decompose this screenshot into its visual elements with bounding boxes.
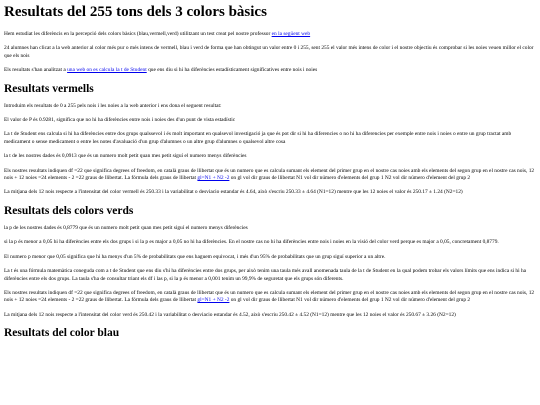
test-web-link[interactable]: en la següent web bbox=[271, 31, 311, 37]
page-title: Resultats del 255 tons dels 3 colors bàsics bbox=[4, 4, 267, 20]
red-paragraph-6: La mitjana dels 12 nois respecte a l'intensitat del color vermell és 250.33 i la variabilitat o desviacio estandar és 4.64, això s'escriu 250.33 ± 4.64 (N1=12) mentre que les 12 noies el valor és 250.17 ± 1.24 (N2=12) bbox=[4, 189, 463, 196]
red-paragraph-5 bbox=[4, 168, 536, 183]
red-df-text: Els nostres resultats indiquen df =22 que significa degrees of freedom, en català graus de llibertat que és un numero que es calcula sumant els element del primer grup en el nostre cas noies amb els elements del segon grup en el nostre cas nois, 12 nois + 12 noies =24 elements - 2 =22 graus de llibertat. La fórmula dels graus de llibertat bbox=[4, 167, 535, 182]
analysis-paragraph bbox=[4, 67, 536, 74]
green-df-text-end: on gl vol dir graus de llibertat N1 vol dir número d'elements del grup 1 N2 vol dir número d'element del grup 2 bbox=[229, 297, 471, 304]
red-results-heading: Resultats vermells bbox=[4, 82, 94, 95]
red-formula-link[interactable]: gl=N1 + N2 -2 bbox=[197, 175, 230, 182]
green-paragraph-5 bbox=[4, 290, 536, 305]
intro-paragraph bbox=[4, 31, 536, 38]
red-paragraph-1: Introduim els resultats de 0 a 255 pels nois i les noies a la web anterior i ens dona el seguent resultat: bbox=[4, 102, 222, 109]
green-paragraph-2: si la p és menor a 0,05 hi ha diferències entre els dos grups i si la p es major a 0,05 no hi ha diferències. En el nostre cas no hi ha diferències entre nois i noies en la visió del color verd perque es major a 0,05, concretament 0,8779. bbox=[4, 239, 499, 246]
green-df-text: Els nostres resultats indiquen df =22 que significa degrees of freedom, en català graus de llibertat que és un numero que es calcula sumant els element del primer grup en el nostre cas noies amb els elements del segon grup en el nostre cas nois, 12 nois + 12 noies =24 elements - 2 =22 graus de llibertat. La fórmula dels graus de llibertat bbox=[4, 289, 535, 304]
blue-results-heading: Resultats del color blau bbox=[4, 327, 120, 340]
green-paragraph-6: La mitjana dels 12 nois respecte a l'intensitat del color verd és 250.42 i la variabilitat o desviacio estandar és 4.52, això s'escriu 250.42 ± 4.52 (N1=12) mentre que les 12 noies el valor és 250.67 ± 3.26 (N2=12) bbox=[4, 311, 456, 318]
green-paragraph-1: la p de les nostres dades és 0,8779 que és un numero molt petit quan mes petit siguí el numero menys diferències bbox=[4, 224, 248, 231]
student-t-web-link[interactable]: una web on es calcula la t de Student bbox=[67, 67, 147, 74]
green-results-heading: Resultats dels colors verds bbox=[4, 204, 134, 217]
analysis-text-end: que ens diu si hi ha diferències estadísticament significatives entre nois i noies bbox=[146, 67, 318, 74]
green-paragraph-4: La t és una fórmula matemàtica coneguda com a t de Student que ens diu s'hi ha diferències entre dos grups, per això tenim una taula més avall anomenada taula de la t de Student en la qual podem trobar els valors límits que ens indica si hi ha diferències entre els dos grups. La taula s'ha de consultar triant els df i las p, si la p és menor a 0,001 tenim un 99,9% de seguretat que els grups són diferents. bbox=[4, 268, 527, 282]
green-paragraph-3: El numero p menor que 0,05 significa que hi ha menys d'un 5% de probabilitats que ens haguem equivocat, i més d'un 95% de probabilitats que un grup siguí superior a un altre. bbox=[4, 253, 386, 260]
intro-text: Hem estudiat les diferèncis en la percepció dels colors bàsics (blau,vermell,verd) utilitzant un test creat pel nostre professor bbox=[4, 31, 272, 37]
red-paragraph-4: la t de les nostres dades és 0,0913 que és un numero molt petit quan mes petit siguí el numero menys diferències bbox=[4, 153, 247, 160]
green-formula-link[interactable]: gl=N1 + N2 -2 bbox=[197, 297, 230, 304]
method-paragraph: 24 alumnes han clicat a la web anterior al color més pur o més intens de vermell, blau i verd de forma que han obtingut un valor entre 0 i 255, sent 255 el valor més intens de color i el nostre objectiu és comprobar si les noies veuen millor el color que els nois bbox=[4, 45, 534, 59]
red-paragraph-3: La t de Student ens calcula si hi ha diferències entre dos grups qualssevol i és molt important en qualsevol investigació ja que és pot dir si hi ha diferencies o no hi ha diferencies per exemple entre nois i noies o entre un grup tractat amb medicament o sense medicament o entre les notes d'avaluació d'un grup d'alumnes o un altre grup d'alumnes o qualsevol altre cosa bbox=[4, 131, 512, 145]
red-paragraph-2: El valor de P és 0.9281, significa que no hi ha diferències entre nois i noies des d'un punt de vista estadístic bbox=[4, 117, 236, 124]
analysis-text: Els resultats s'han analitzat a bbox=[4, 67, 68, 74]
red-df-text-end: on gl vol dir graus de llibertat N1 vol dir número d'elements del grup 1 N2 vol dir número d'element del grup 2 bbox=[229, 175, 471, 182]
